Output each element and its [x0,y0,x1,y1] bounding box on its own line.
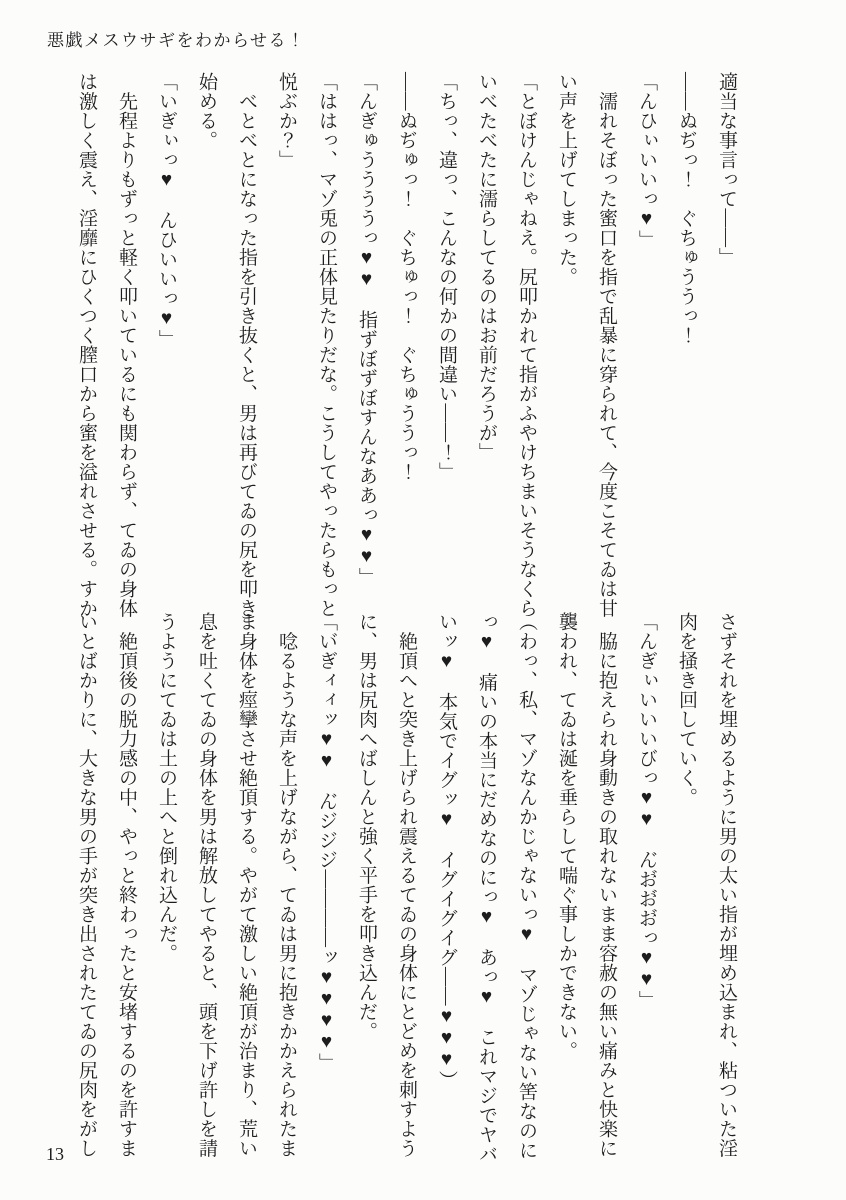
text-column: 絶頂後の脱力感の中、やっと終わったと安堵するのを許すま [116,612,137,1158]
text-column: （わっ、私、マゾなんかじゃないっ♥ マゾじゃない筈なのに [516,612,537,1160]
text-block-bottom [66,612,746,1164]
text-column: ――ぬぢゅっ！ ぐちゅっ！ ぐちゅううっ！ [396,72,417,482]
text-column: 「い゙ぎィィッ♥♥ ん゙ジジジ――――ッ♥♥♥♥」 [316,612,337,1073]
text-column: 襲われ、てゐは涎を垂らして喘ぐ事しかできない。 [556,612,577,1061]
text-column: うようにてゐは土の上へと倒れ込んだ。 [156,612,177,963]
text-column: ま身体を痙攣させ絶頂する。やがて激しい絶頂が治まり、荒い [236,612,257,1158]
text-column: 「んぎぃいいいびっ♥♥ ん゙お゙お゙お゙っ♥♥」 [636,612,657,1010]
text-column: ――ぬぢっ！ ぐちゅううっ！ [676,72,697,345]
text-column: は激しく震え、淫靡にひくつく膣口から蜜を溢れさせる。すか [76,72,97,618]
text-column: 息を吐くてゐの身体を男は解放してやると、頭を下げ許しを請 [196,612,217,1158]
text-column: 絶頂へと突き上げられ震えるてゐの身体にとどめを刺すよう [396,612,417,1158]
page-title: 悪戯メスウサギをわからせる！ [47,31,306,50]
text-column: に、男は尻肉へばしんと強く平手を叩き込んだ。 [356,612,377,1041]
text-column: 濡れそぼった蜜口を指で乱暴に穿られて、今度こそてゐは甘 [596,72,617,618]
text-column: 「いぎぃっ♥ んひいいっ♥」 [156,72,177,349]
text-column: い声を上げてしまった。 [556,72,577,287]
text-column: いッ♥ 本気でイグッ♥ イグイグイグ――♥♥♥） [436,612,457,1090]
text-column: べとべとになった指を引き抜くと、男は再びてゐの尻を叩き [236,72,257,618]
text-column: いとばかりに、大きな男の手が突き出されたてゐの尻肉をがし [76,612,97,1158]
text-column: さずそれを埋めるように男の太い指が埋め込まれ、粘ついた淫 [716,612,737,1158]
text-column: 脇に抱えられ身動きの取れないまま容赦の無い痛みと快楽に [596,612,617,1158]
text-column: 「ちっ、違っ、こんなの何かの間違い――！」 [436,72,457,482]
text-block-top [66,72,746,618]
text-column: っ♥ 痛いの本当にだめなのにっ♥ あっ♥ これマジでヤバ [476,612,497,1164]
text-column: 「んぎゅううううっ♥♥ 指ずぼずぼすんなああっ♥♥」 [356,72,377,587]
text-column: 適当な事言って――」 [716,72,737,267]
text-column: 悦ぶか？」 [276,72,297,170]
text-column: 「んひぃいいっ♥」 [636,72,657,250]
text-column: 唸るような声を上げながら、てゐは男に抱きかかえられたま [276,612,297,1158]
text-column: 先程よりもずっと軽く叩いているにも関わらず、てゐの身体 [116,72,137,618]
text-column: いべたべたに濡らしてるのはお前だろうが」 [476,72,497,462]
text-column: 始める。 [196,72,217,150]
text-column: 「ははっ、マゾ兎の正体見たりだな。こうしてやったらもっと [316,72,337,618]
text-column: 肉を掻き回していく。 [676,612,697,807]
page-number: 13 [46,1144,64,1164]
text-column: 「とぼけんじゃねえ。尻叩かれて指がふやけちまいそうなくら [516,72,537,618]
